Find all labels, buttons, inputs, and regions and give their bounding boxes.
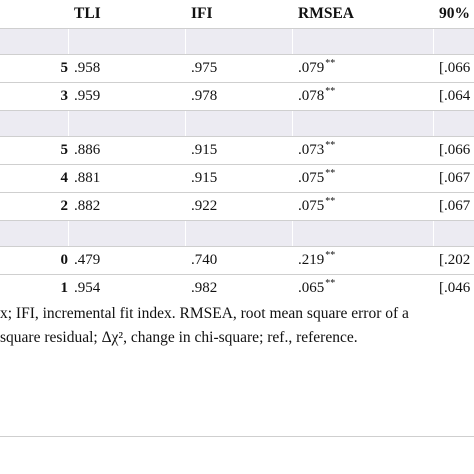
significance-marker: ** [325,139,336,151]
ci-cell: [.064 [434,83,474,110]
ifi-cell: .982 [186,275,292,302]
rmsea-cell [293,193,433,220]
table-row [0,246,474,274]
header-cell-ci: 90% [434,0,474,28]
table-section-row [0,110,474,136]
ifi-cell: .975 [186,55,292,82]
header-cell-model [0,0,68,28]
rmsea-cell [293,55,433,82]
ci-cell [434,221,474,246]
row-label-cell: 1 [0,275,68,302]
rmsea-cell [293,165,433,192]
tli-cell [69,111,185,136]
ifi-cell: .915 [186,165,292,192]
rmsea-value: .078 [298,88,325,104]
ifi-cell [186,29,292,54]
table-row [0,164,474,192]
header-cell-rmsea: RMSEA [293,0,433,28]
tli-cell: .881 [69,165,185,192]
rmsea-cell [293,29,433,54]
ifi-cell [186,221,292,246]
ci-cell: [.067 [434,193,474,220]
table-header-row [0,0,474,28]
table-row [0,274,474,302]
significance-marker: ** [325,85,336,97]
row-label-cell: 5 [0,55,68,82]
ci-cell: [.067 [434,165,474,192]
ci-cell: [.066 [434,55,474,82]
significance-marker: ** [325,277,336,289]
tli-cell: .958 [69,55,185,82]
rmsea-value: .075 [298,170,325,186]
rmsea-value: .075 [298,198,325,214]
row-label-cell: 3 [0,83,68,110]
tli-cell [69,29,185,54]
header-cell-ifi: IFI [186,0,292,28]
tli-cell [69,221,185,246]
rmsea-cell [293,83,433,110]
ifi-cell: .978 [186,83,292,110]
ifi-cell: .915 [186,137,292,164]
ifi-cell: .922 [186,193,292,220]
significance-marker: ** [325,57,336,69]
ci-cell [434,29,474,54]
rmsea-value: .065 [298,280,325,296]
row-label-cell: 2 [0,193,68,220]
tli-cell: .954 [69,275,185,302]
significance-marker: ** [325,249,336,261]
ifi-cell: .740 [186,247,292,274]
row-label-cell: 0 [0,247,68,274]
ifi-cell [186,111,292,136]
ci-cell: [.066 [434,137,474,164]
rmsea-cell [293,275,433,302]
rmsea-value: .073 [298,142,325,158]
table-row [0,136,474,164]
table-section-row [0,28,474,54]
header-cell-tli: TLI [69,0,185,28]
tli-cell: .886 [69,137,185,164]
significance-marker: ** [325,195,336,207]
significance-marker: ** [325,167,336,179]
footnote-line-1: x; IFI, incremental fit index. RMSEA, root mean square error of a [0,305,409,322]
table-row [0,82,474,110]
rmsea-cell [293,111,433,136]
rmsea-cell [293,221,433,246]
table-row [0,192,474,220]
ci-cell: [.046 [434,275,474,302]
table-row [0,54,474,82]
table-footnotes [0,302,474,350]
tli-cell: .959 [69,83,185,110]
ci-cell: [.202 [434,247,474,274]
row-label-cell [0,111,68,136]
footnote-line-2: square residual; Δχ², change in chi-square; ref., reference. [0,329,358,346]
row-label-cell [0,221,68,246]
tli-cell: .882 [69,193,185,220]
tli-cell: .479 [69,247,185,274]
row-label-cell: 5 [0,137,68,164]
row-label-cell: 4 [0,165,68,192]
bottom-rule [0,436,474,437]
rmsea-cell [293,247,433,274]
row-label-cell [0,29,68,54]
table-section-row [0,220,474,246]
ci-cell [434,111,474,136]
rmsea-value: .079 [298,60,325,76]
rmsea-cell [293,137,433,164]
rmsea-value: .219 [298,252,325,268]
